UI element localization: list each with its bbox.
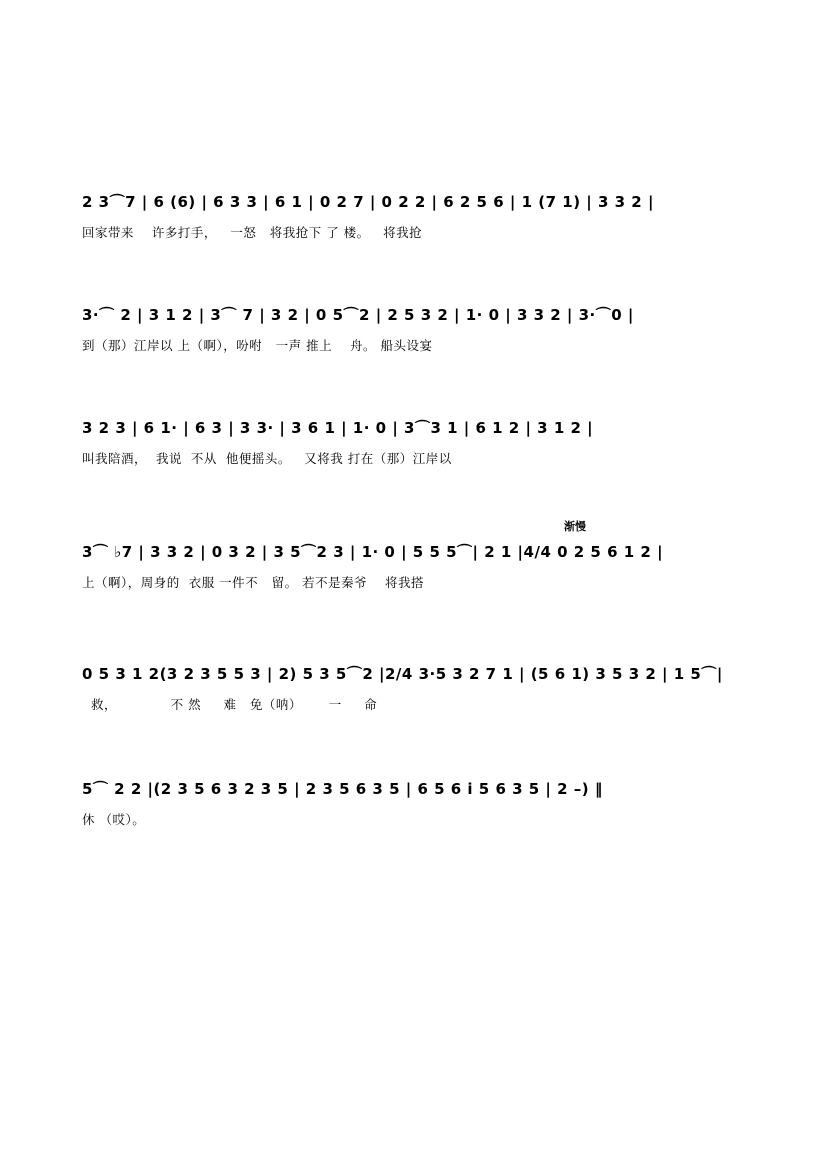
notation-line: 3 2 3 | 6 1· | 6 3 | 3 3· | 3 6 1 | 1· 0 | 3⌒3 1 | 6 1 2 | 3 1 2 | — [82, 419, 594, 437]
lyric-line: 休 （哎）。 — [82, 812, 146, 827]
notation-line: 3⌒ ♭7 | 3 3 2 | 0 3 2 | 3 5⌒2 3 | 1· 0 | 5 5 5⌒| 2 1 |4/4 0 2 5 6 1 2 | — [82, 543, 664, 561]
lyric-line: 到（那）江岸以 上（啊），吩咐 一声 推上 舟。 船头设宴 — [82, 338, 433, 353]
notation-line: 0 5 3 1 2(3 2 3 5 5 3 | 2) 5 3 5⌒2 |2/4 3·5 3 2 7 1 | (5 6 1) 3 5 3 2 | 1 5⌒| — [82, 665, 723, 683]
tempo-marking: 渐慢 — [564, 520, 586, 533]
lyric-line: 回家带来 许多打手， 一怒 将我抢下 了 楼。 将我抢 — [82, 225, 423, 240]
notation-line: 2 3⌒7 | 6 (6) | 6 3 3 | 6 1 | 0 2 7 | 0 2 2 | 6 2 5 6 | 1 (7 1) | 3 3 2 | — [82, 193, 654, 211]
notation-line: 3·⌒ 2 | 3 1 2 | 3⌒ 7 | 3 2 | 0 5⌒2 | 2 5 3 2 | 1· 0 | 3 3 2 | 3·⌒0 | — [82, 306, 634, 324]
lyric-line: 叫我陪酒， 我说 不从 他便摇头。 又将我 打在（那）江岸以 — [82, 451, 452, 466]
notation-line: 5⌒ 2 2 |(2 3 5 6 3 2 3 5 | 2 3 5 6 3 5 | 6 5 6 i 5 6 3 5 | 2 –) ‖ — [82, 780, 603, 798]
lyric-line: 上（啊），周身的 衣服 一件不 留。 若不是秦爷 将我搭 — [82, 575, 424, 590]
lyric-line: 救， 不 然 难 免（呐） 一 命 — [82, 697, 378, 712]
